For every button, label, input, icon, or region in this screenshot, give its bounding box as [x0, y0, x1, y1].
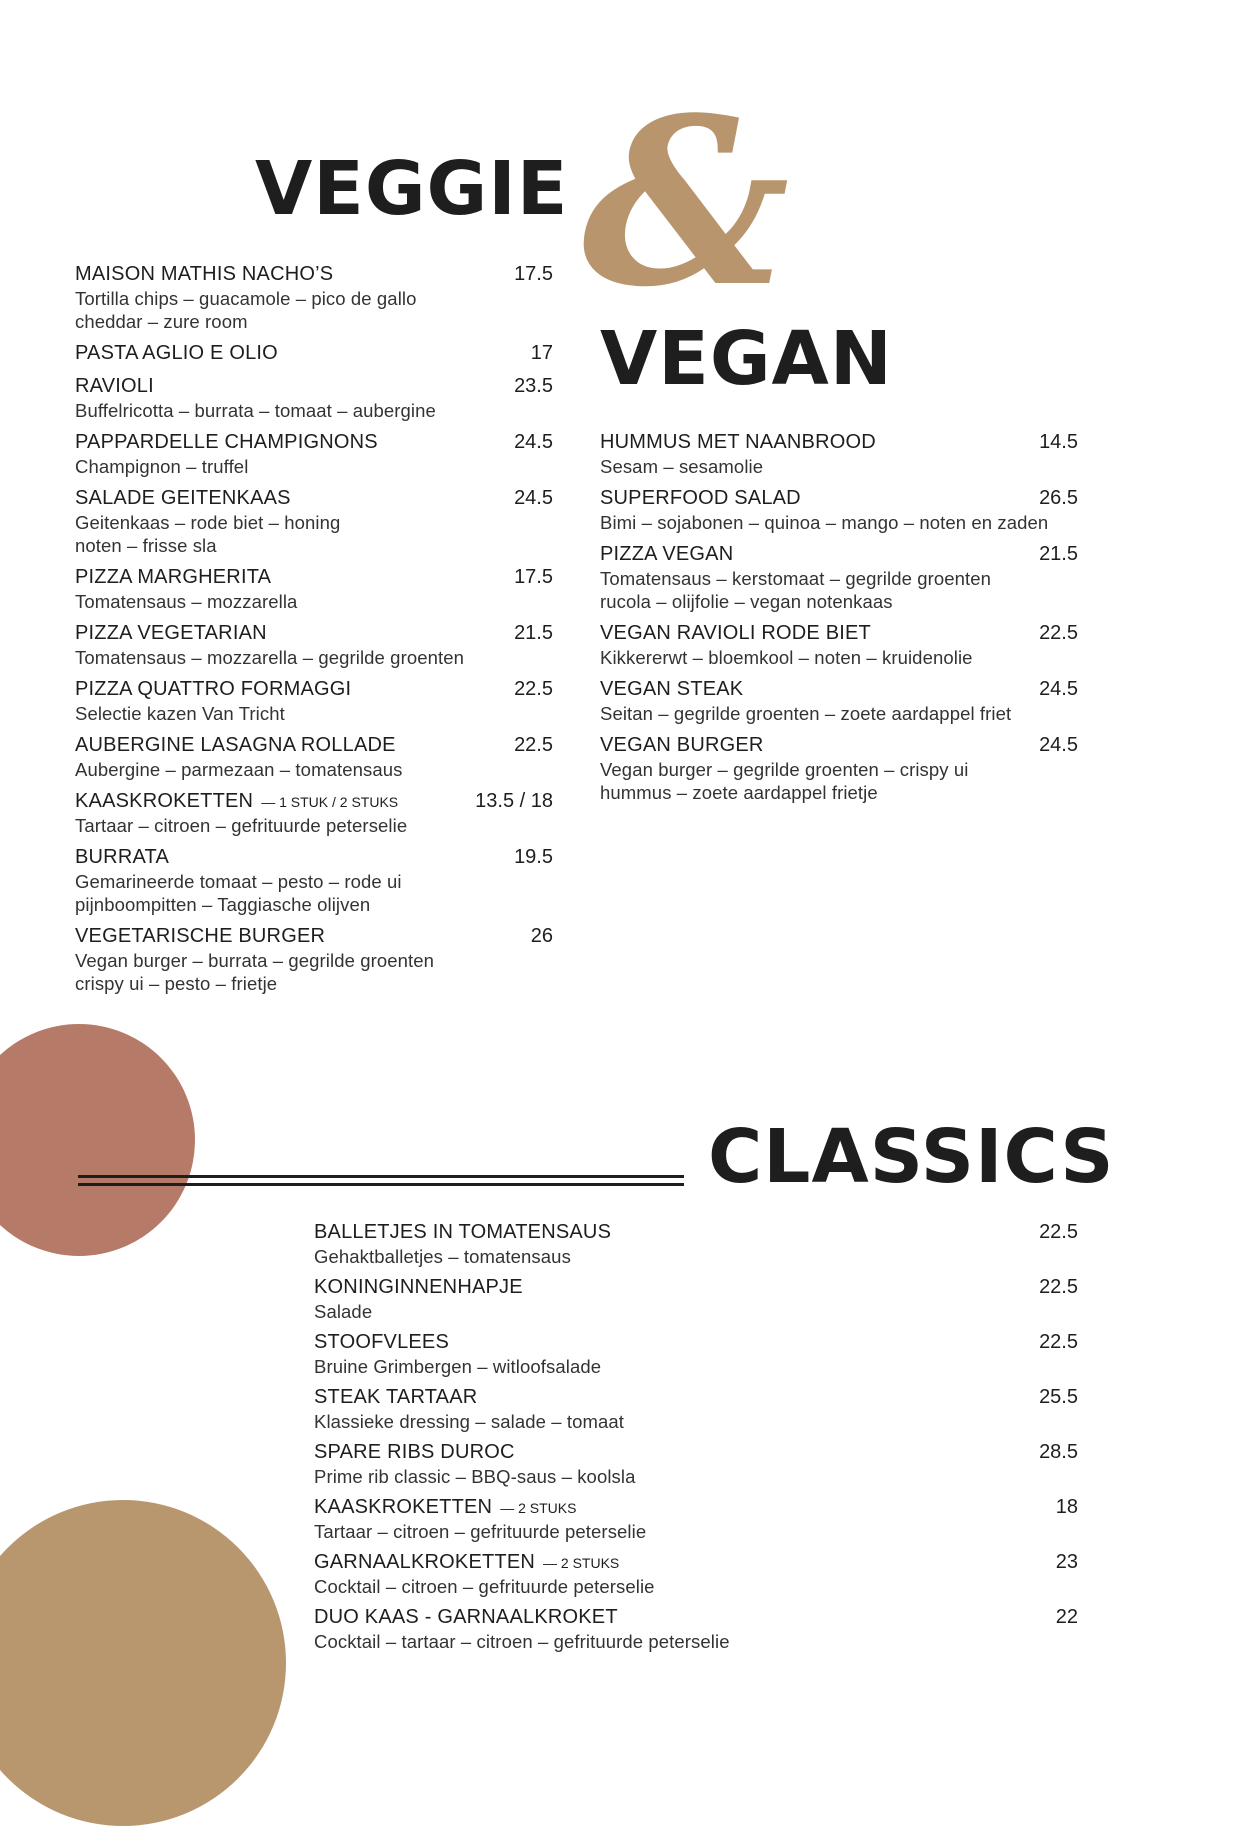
menu-item-header [600, 733, 1078, 758]
menu-item-description-line: Sesam – sesamolie [600, 456, 764, 477]
menu-item-description [314, 1575, 1078, 1598]
menu-item-price: 19.5 [514, 846, 553, 868]
menu-item-name: STOOFVLEES [314, 1331, 450, 1353]
menu-item-title [75, 565, 271, 590]
menu-item-description-line: Selectie kazen Van Tricht [75, 703, 285, 724]
menu-item-header [75, 341, 553, 366]
menu-item-name: STEAK TARTAAR [314, 1386, 478, 1408]
menu-item-header [75, 262, 553, 287]
menu-item-header [75, 621, 553, 646]
menu-item-description [600, 511, 1078, 534]
veggie-menu-list [75, 262, 553, 1003]
menu-item-title [75, 262, 333, 287]
menu-item-portion-note: — 2 STUKS [543, 1555, 620, 1571]
menu-item [314, 1440, 1078, 1488]
classics-menu-list [314, 1220, 1078, 1660]
menu-item-name: RAVIOLI [75, 375, 154, 397]
menu-item-description-line: Tomatensaus – mozzarella – gegrilde groenten [75, 647, 465, 668]
menu-item-description-line: Champignon – truffel [75, 456, 249, 477]
menu-item [75, 430, 553, 478]
menu-item-name: BALLETJES IN TOMATENSAUS [314, 1221, 612, 1243]
menu-item-name: PASTA AGLIO E OLIO [75, 342, 278, 364]
menu-item-header [314, 1550, 1078, 1575]
menu-item [75, 677, 553, 725]
menu-item-name: PIZZA VEGAN [600, 543, 734, 565]
menu-item-name: SPARE RIBS DUROC [314, 1441, 515, 1463]
menu-item-title [600, 542, 733, 567]
menu-item-price: 21.5 [514, 622, 553, 644]
menu-item-description-line: Gemarineerde tomaat – pesto – rode ui [75, 871, 402, 892]
menu-item [75, 789, 553, 837]
menu-item-price: 22.5 [1039, 1331, 1078, 1353]
menu-item-header [600, 542, 1078, 567]
menu-item-header [600, 677, 1078, 702]
menu-item [75, 374, 553, 422]
menu-item-header [314, 1495, 1078, 1520]
menu-item-header [75, 845, 553, 870]
menu-item-name: PAPPARDELLE CHAMPIGNONS [75, 431, 378, 453]
menu-item-price: 24.5 [514, 487, 553, 509]
menu-item-name: VEGAN RAVIOLI RODE BIET [600, 622, 871, 644]
menu-item-description-line: noten – frisse sla [75, 535, 217, 556]
menu-item-description-line: Cocktail – tartaar – citroen – gefrituurde peterselie [314, 1631, 730, 1652]
menu-item-description [314, 1520, 1078, 1543]
menu-item-description-line: Kikkererwt – bloemkool – noten – kruidenolie [600, 647, 973, 668]
menu-item-description [314, 1355, 1078, 1378]
menu-item-title [75, 430, 378, 455]
menu-item-description [75, 646, 553, 669]
menu-item-header [75, 565, 553, 590]
menu-item [75, 924, 553, 995]
menu-item-name: VEGAN STEAK [600, 678, 744, 700]
menu-item [314, 1605, 1078, 1653]
menu-item-title [75, 374, 154, 399]
menu-item [314, 1550, 1078, 1598]
menu-item-price: 24.5 [1039, 678, 1078, 700]
menu-item-header [314, 1385, 1078, 1410]
menu-item-description [600, 702, 1078, 725]
menu-item-title [75, 845, 169, 870]
menu-item-title [314, 1550, 619, 1575]
menu-item-description-line: Salade [314, 1301, 373, 1322]
menu-item-name: KAASKROKETTEN [75, 790, 254, 812]
menu-item-portion-note: — 1 STUK / 2 STUKS [261, 794, 399, 810]
menu-item-price: 26.5 [1039, 487, 1078, 509]
menu-item-name: SUPERFOOD SALAD [600, 487, 801, 509]
menu-item-header [314, 1440, 1078, 1465]
menu-item-description-line: Cocktail – citroen – gefrituurde peterselie [314, 1576, 655, 1597]
menu-item [600, 430, 1078, 478]
menu-item-title [75, 677, 351, 702]
menu-item-description [75, 399, 553, 422]
menu-item [600, 621, 1078, 669]
menu-item-description-line: Tomatensaus – mozzarella [75, 591, 298, 612]
menu-item-description-line: Tartaar – citroen – gefrituurde peterselie [314, 1521, 647, 1542]
menu-item-header [75, 677, 553, 702]
menu-item-description-line: cheddar – zure room [75, 311, 248, 332]
menu-item-price: 22.5 [1039, 622, 1078, 644]
menu-item-description [75, 511, 553, 557]
menu-item-price: 22.5 [514, 678, 553, 700]
menu-item-description [314, 1465, 1078, 1488]
menu-item-title [75, 486, 291, 511]
menu-item-price: 23.5 [514, 375, 553, 397]
menu-item-price: 24.5 [1039, 734, 1078, 756]
menu-item-description-line: Tortilla chips – guacamole – pico de gallo [75, 288, 417, 309]
menu-item-price: 13.5 / 18 [475, 790, 553, 812]
menu-item-header [314, 1220, 1078, 1245]
ampersand-ornament: & [582, 68, 790, 338]
menu-item-description [75, 758, 553, 781]
menu-item-description-line: Klassieke dressing – salade – tomaat [314, 1411, 625, 1432]
menu-item-price: 17.5 [514, 566, 553, 588]
menu-item [600, 542, 1078, 613]
menu-item-description [600, 455, 1078, 478]
menu-item-header [75, 924, 553, 949]
menu-item-price: 24.5 [514, 431, 553, 453]
menu-item [600, 486, 1078, 534]
menu-item-title [600, 677, 743, 702]
menu-item-header [314, 1330, 1078, 1355]
menu-item-description-line: Geitenkaas – rode biet – honing [75, 512, 341, 533]
menu-item-header [75, 733, 553, 758]
menu-item-description-line: pijnboompitten – Taggiasche olijven [75, 894, 371, 915]
menu-item-title [314, 1440, 515, 1465]
menu-item [600, 677, 1078, 725]
menu-item-portion-note: — 2 STUKS [500, 1500, 577, 1516]
menu-item-price: 17 [530, 342, 553, 364]
menu-item-description-line: hummus – zoete aardappel frietje [600, 782, 878, 803]
menu-item [314, 1330, 1078, 1378]
menu-item-title [314, 1275, 523, 1300]
menu-item-title [75, 341, 278, 366]
menu-item-name: DUO KAAS - GARNAALKROKET [314, 1606, 618, 1628]
menu-item-title [600, 733, 764, 758]
menu-item-name: MAISON MATHIS NACHO’S [75, 263, 334, 285]
menu-item-description [75, 949, 553, 995]
menu-item-name: SALADE GEITENKAAS [75, 487, 291, 509]
menu-item-description [600, 758, 1078, 804]
menu-item-name: KAASKROKETTEN [314, 1496, 493, 1518]
menu-item-price: 22.5 [1039, 1276, 1078, 1298]
menu-item-description [75, 870, 553, 916]
menu-item [314, 1385, 1078, 1433]
menu-item-description-line: Bruine Grimbergen – witloofsalade [314, 1356, 602, 1377]
menu-item-header [600, 621, 1078, 646]
menu-item-name: KONINGINNENHAPJE [314, 1276, 523, 1298]
menu-item [75, 486, 553, 557]
menu-item-header [75, 430, 553, 455]
decorative-circle-tan [0, 1500, 286, 1826]
menu-item-description-line: Buffelricotta – burrata – tomaat – aubergine [75, 400, 436, 421]
menu-item-description [75, 590, 553, 613]
menu-item [75, 341, 553, 366]
classics-heading: CLASSICS [708, 1114, 1115, 1200]
menu-item-description-line: Bimi – sojabonen – quinoa – mango – noten en zaden [600, 512, 1049, 533]
menu-item-description-line: Aubergine – parmezaan – tomatensaus [75, 759, 403, 780]
menu-item-name: VEGETARISCHE BURGER [75, 925, 326, 947]
menu-item-description-line: Tomatensaus – kerstomaat – gegrilde groenten [600, 568, 992, 589]
menu-item-header [75, 486, 553, 511]
menu-item-description-line: Vegan burger – gegrilde groenten – crispy ui [600, 759, 969, 780]
menu-item-price: 17.5 [514, 263, 553, 285]
menu-item-price: 26 [530, 925, 553, 947]
menu-item-description-line: Tartaar – citroen – gefrituurde peterselie [75, 815, 408, 836]
menu-item-description [75, 455, 553, 478]
menu-item-title [314, 1495, 576, 1520]
menu-item-price: 28.5 [1039, 1441, 1078, 1463]
menu-item-price: 18 [1055, 1496, 1078, 1518]
menu-item-description-line: Vegan burger – burrata – gegrilde groenten [75, 950, 435, 971]
menu-item-description-line: rucola – olijfolie – vegan notenkaas [600, 591, 893, 612]
vegan-menu-list [600, 430, 1078, 812]
menu-item [75, 845, 553, 916]
menu-item-description [75, 702, 553, 725]
menu-item-title [600, 486, 801, 511]
menu-item-header [314, 1275, 1078, 1300]
menu-item-title [600, 621, 871, 646]
menu-item-name: PIZZA VEGETARIAN [75, 622, 267, 644]
menu-item [75, 565, 553, 613]
menu-item [314, 1275, 1078, 1323]
menu-item [75, 733, 553, 781]
menu-item-title [314, 1220, 611, 1245]
menu-item-price: 21.5 [1039, 543, 1078, 565]
menu-item-header [75, 374, 553, 399]
menu-item [75, 621, 553, 669]
menu-item-header [314, 1605, 1078, 1630]
menu-item-price: 22 [1055, 1606, 1078, 1628]
menu-item-price: 22.5 [514, 734, 553, 756]
menu-item-description-line: crispy ui – pesto – frietje [75, 973, 278, 994]
menu-item-description [314, 1245, 1078, 1268]
menu-item-description [314, 1300, 1078, 1323]
menu-item-name: PIZZA QUATTRO FORMAGGI [75, 678, 352, 700]
menu-item-name: VEGAN BURGER [600, 734, 764, 756]
menu-item-description-line: Prime rib classic – BBQ-saus – koolsla [314, 1466, 636, 1487]
menu-item-description-line: Seitan – gegrilde groenten – zoete aardappel friet [600, 703, 1012, 724]
menu-item-name: HUMMUS MET NAANBROOD [600, 431, 876, 453]
menu-item-header [600, 430, 1078, 455]
menu-item-header [75, 789, 553, 814]
menu-item-header [600, 486, 1078, 511]
menu-item-price: 25.5 [1039, 1386, 1078, 1408]
menu-item-title [75, 924, 325, 949]
menu-item-name: PIZZA MARGHERITA [75, 566, 272, 588]
menu-item-description [75, 287, 553, 333]
decorative-circle-terracotta [0, 1024, 195, 1256]
menu-item-title [75, 789, 398, 814]
menu-item-title [314, 1605, 618, 1630]
menu-item-title [314, 1330, 449, 1355]
menu-item [600, 733, 1078, 804]
menu-item-description [600, 646, 1078, 669]
menu-item-title [600, 430, 876, 455]
menu-item [75, 262, 553, 333]
menu-item-price: 14.5 [1039, 431, 1078, 453]
menu-item-price: 23 [1055, 1551, 1078, 1573]
menu-item-price: 22.5 [1039, 1221, 1078, 1243]
menu-item-title [75, 733, 396, 758]
classics-divider-line [78, 1175, 684, 1178]
veggie-heading: VEGGIE [255, 146, 569, 232]
vegan-heading: VEGAN [600, 316, 893, 402]
menu-item-name: GARNAALKROKETTEN [314, 1551, 536, 1573]
menu-item-title [314, 1385, 477, 1410]
menu-item-description [314, 1410, 1078, 1433]
classics-divider-line [78, 1183, 684, 1186]
menu-item-description [314, 1630, 1078, 1653]
menu-item-description [75, 814, 553, 837]
menu-item-description-line: Gehaktballetjes – tomatensaus [314, 1246, 571, 1267]
menu-item-description [600, 567, 1078, 613]
menu-item-name: BURRATA [75, 846, 169, 868]
menu-item [314, 1495, 1078, 1543]
menu-item-title [75, 621, 267, 646]
menu-item [314, 1220, 1078, 1268]
menu-item-name: AUBERGINE LASAGNA ROLLADE [75, 734, 396, 756]
